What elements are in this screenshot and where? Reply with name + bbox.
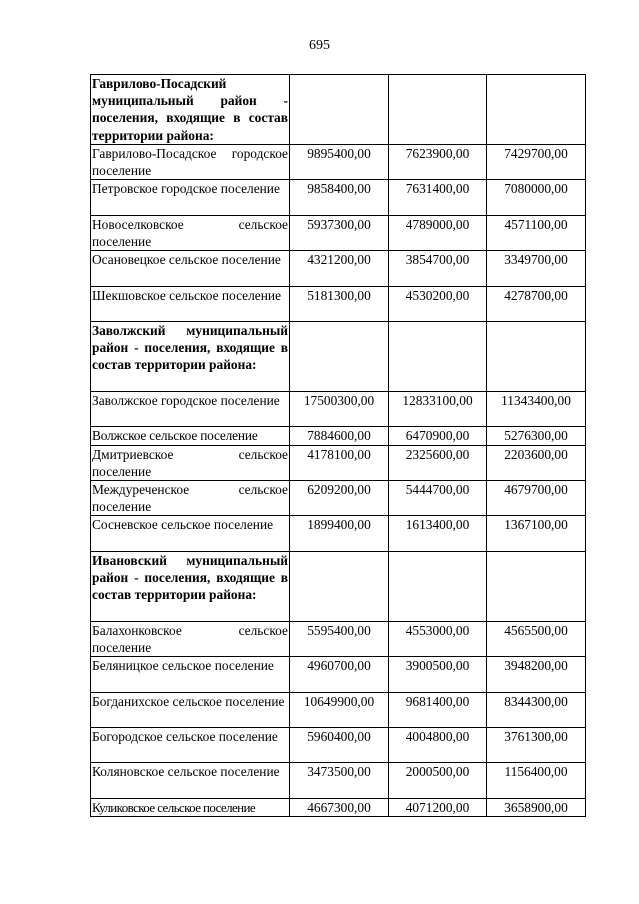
empty-cell (290, 551, 389, 621)
empty-cell (487, 551, 586, 621)
amount-cell-2: 1613400,00 (389, 516, 487, 551)
amount-cell-1: 5960400,00 (290, 727, 389, 762)
amount-cell-2: 7631400,00 (389, 180, 487, 215)
settlement-name: Сосневское сельское поселение (91, 516, 290, 551)
page-number: 695 (309, 38, 330, 53)
amount-cell-1: 4960700,00 (290, 657, 389, 692)
table-row (91, 391, 586, 426)
table-row (91, 657, 586, 692)
amount-cell-1: 1899400,00 (290, 516, 389, 551)
table-row (91, 286, 586, 321)
settlement-name: Куликовское сельское поселение (91, 798, 290, 816)
table-row (91, 727, 586, 762)
settlement-name: Богородское сельское поселение (91, 727, 290, 762)
table-row (91, 251, 586, 286)
settlement-name: Шекшовское сельское поселение (91, 286, 290, 321)
group-header-row (91, 321, 586, 391)
amount-cell-3: 1367100,00 (487, 516, 586, 551)
table-row (91, 480, 586, 515)
district-header: Заволжский муниципальный район - поселения, входящие в состав территории района: (91, 321, 290, 391)
amount-cell-1: 4321200,00 (290, 251, 389, 286)
amount-cell-1: 4667300,00 (290, 798, 389, 816)
settlement-name: Заволжское городское поселение (91, 391, 290, 426)
settlement-name: Новоселковское сельское поселение (92, 216, 288, 249)
table-row (91, 215, 586, 250)
amount-cell-3: 8344300,00 (487, 692, 586, 727)
empty-cell (389, 75, 487, 145)
table-row (91, 445, 586, 480)
amount-cell-3: 3761300,00 (487, 727, 586, 762)
amount-cell-1: 17500300,00 (290, 391, 389, 426)
table-row (91, 180, 586, 215)
amount-cell-2: 6470900,00 (389, 427, 487, 445)
amount-cell-3: 4571100,00 (487, 215, 586, 250)
amount-cell-1: 9858400,00 (290, 180, 389, 215)
amount-cell-1: 5181300,00 (290, 286, 389, 321)
amount-cell-1: 5595400,00 (290, 621, 389, 656)
table-row (91, 516, 586, 551)
table-row (91, 763, 586, 798)
amount-cell-3: 4679700,00 (487, 480, 586, 515)
empty-cell (487, 75, 586, 145)
settlement-name: Коляновское сельское поселение (91, 763, 290, 798)
amount-cell-2: 3900500,00 (389, 657, 487, 692)
table-row (91, 145, 586, 180)
table-row (91, 427, 586, 445)
amount-cell-2: 7623900,00 (389, 145, 487, 180)
empty-cell (290, 75, 389, 145)
empty-cell (487, 321, 586, 391)
amount-cell-2: 12833100,00 (389, 391, 487, 426)
table-row (91, 692, 586, 727)
amount-cell-1: 10649900,00 (290, 692, 389, 727)
group-header-row (91, 551, 586, 621)
amount-cell-3: 11343400,00 (487, 391, 586, 426)
amount-cell-3: 2203600,00 (487, 445, 586, 480)
amount-cell-2: 4530200,00 (389, 286, 487, 321)
amount-cell-1: 5937300,00 (290, 215, 389, 250)
group-header-row (91, 75, 586, 145)
amount-cell-2: 2325600,00 (389, 445, 487, 480)
amount-cell-1: 7884600,00 (290, 427, 389, 445)
settlements-budget-table (90, 74, 586, 817)
settlement-name: Волжское сельское поселение (91, 427, 290, 445)
district-header: Ивановский муниципальный район - поселения, входящие в состав территории района: (91, 551, 290, 621)
settlement-name: Богданихское сельское поселение (91, 692, 290, 727)
amount-cell-1: 3473500,00 (290, 763, 389, 798)
amount-cell-3: 3349700,00 (487, 251, 586, 286)
settlement-name: Балахонковское сельское поселение (92, 622, 288, 655)
amount-cell-3: 4278700,00 (487, 286, 586, 321)
amount-cell-2: 4553000,00 (389, 621, 487, 656)
settlement-name: Беляницкое сельское поселение (91, 657, 290, 692)
amount-cell-2: 2000500,00 (389, 763, 487, 798)
amount-cell-2: 3854700,00 (389, 251, 487, 286)
amount-cell-3: 7429700,00 (487, 145, 586, 180)
amount-cell-1: 6209200,00 (290, 480, 389, 515)
amount-cell-2: 9681400,00 (389, 692, 487, 727)
amount-cell-2: 4789000,00 (389, 215, 487, 250)
settlement-name: Дмитриевское сельское поселение (92, 446, 288, 479)
amount-cell-3: 5276300,00 (487, 427, 586, 445)
amount-cell-1: 4178100,00 (290, 445, 389, 480)
amount-cell-3: 3948200,00 (487, 657, 586, 692)
district-header: Гаврилово-Посадский муниципальный район - поселения, входящие в состав территории района: (92, 76, 288, 143)
empty-cell (290, 321, 389, 391)
table-row (91, 621, 586, 656)
amount-cell-1: 9895400,00 (290, 145, 389, 180)
settlement-name: Гаврилово-Посадское городское поселение (92, 146, 288, 179)
settlement-name: Осановецкое сельское поселение (91, 251, 290, 286)
amount-cell-2: 4004800,00 (389, 727, 487, 762)
amount-cell-2: 5444700,00 (389, 480, 487, 515)
empty-cell (389, 321, 487, 391)
amount-cell-3: 4565500,00 (487, 621, 586, 656)
empty-cell (389, 551, 487, 621)
amount-cell-3: 3658900,00 (487, 798, 586, 816)
settlement-name: Петровское городское поселение (91, 180, 290, 215)
table-body (91, 75, 586, 817)
amount-cell-3: 1156400,00 (487, 763, 586, 798)
table-row (91, 798, 586, 816)
amount-cell-3: 7080000,00 (487, 180, 586, 215)
amount-cell-2: 4071200,00 (389, 798, 487, 816)
settlement-name: Междуреченское сельское поселение (92, 481, 288, 515)
